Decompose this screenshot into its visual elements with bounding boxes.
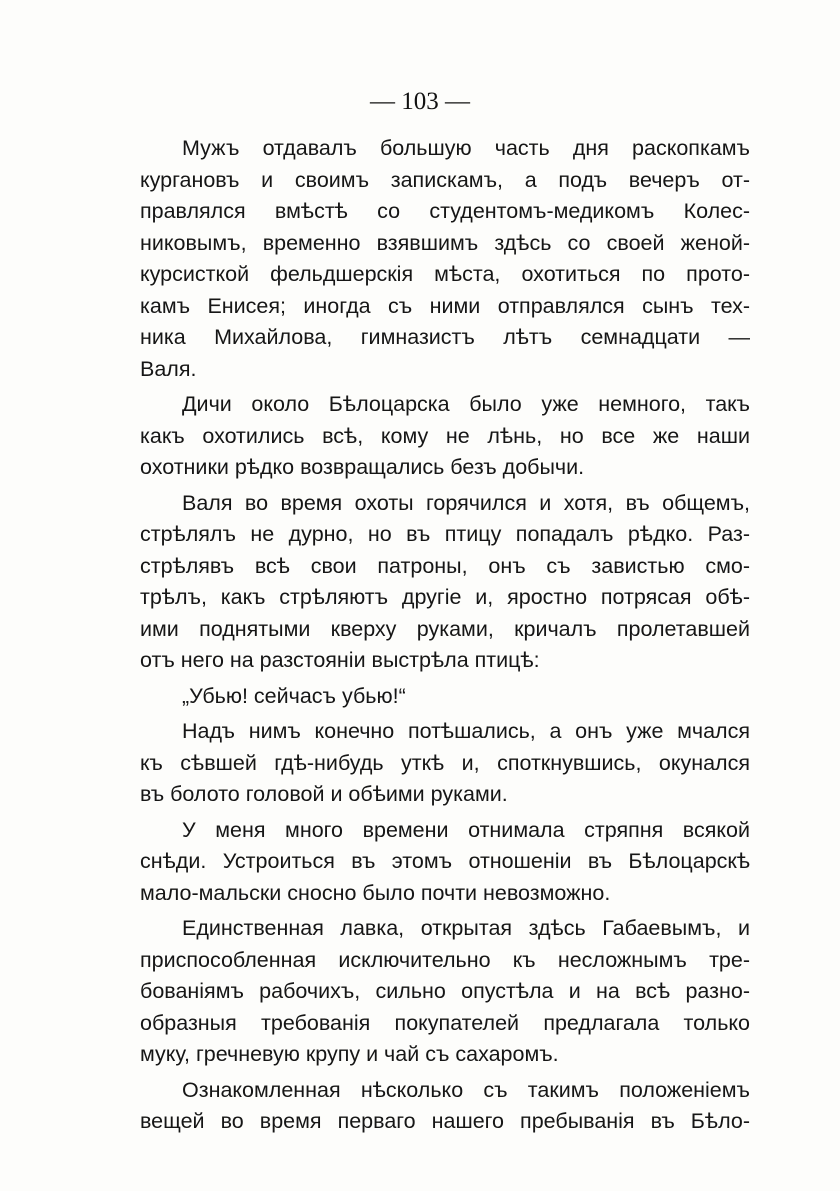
- text-line: курсисткой фельдшерскія мѣста, охотиться по прото-: [140, 262, 750, 286]
- text-line: мало-мальски сносно было почти невозможно.: [140, 880, 611, 905]
- paragraph: [140, 488, 750, 677]
- paragraph: [140, 133, 750, 385]
- text-line: муку, гречневую крупу и чай съ сахаромъ.: [140, 1042, 559, 1066]
- text-line: кургановъ и своимъ запискамъ, а подъ вечеръ от-: [140, 167, 750, 192]
- text-line: въ болото головой и обѣими руками.: [140, 782, 508, 806]
- paragraph: [140, 716, 750, 811]
- text-line: Валя.: [140, 356, 197, 381]
- text-line: вещей во время перваго нашего пребыванія въ Бѣло-: [140, 1109, 750, 1133]
- paragraph: [140, 913, 750, 1071]
- text-line: Валя во время охоты горячился и хотя, въ общемъ,: [182, 490, 750, 515]
- text-line: стрѣлялъ не дурно, но въ птицу попадалъ рѣдко. Раз-: [140, 522, 750, 546]
- text-line: образныя требованія покупателей предлагала только: [140, 1010, 750, 1035]
- text-line: охотники рѣдко возвращались безъ добычи.: [140, 455, 585, 479]
- text-line: какъ охотились всѣ, кому не лѣнь, но все же наши: [140, 423, 750, 448]
- text-line: Единственная лавка, открытая здѣсь Габаевымъ, и: [182, 916, 750, 940]
- text-line: У меня много времени отнимала стряпня всякой: [182, 817, 750, 842]
- paragraph: [140, 1075, 750, 1138]
- text-line: ника Михайлова, гимназистъ лѣтъ семнадцати —: [140, 325, 750, 349]
- text-line: отъ него на разстояніи выстрѣла птицѣ:: [140, 648, 540, 672]
- text-line: правлялся вмѣстѣ со студентомъ-медикомъ Колес-: [140, 199, 750, 223]
- text-line: къ сѣвшей гдѣ-нибудь уткѣ и, споткнувшись, окунался: [140, 750, 750, 775]
- text-line: Дичи около Бѣлоцарска было уже немного, такъ: [182, 392, 750, 416]
- text-line: Надъ нимъ конечно потѣшались, а онъ уже мчался: [182, 719, 750, 743]
- text-line: стрѣлявъ всѣ свои патроны, онъ съ завистью смо-: [140, 553, 750, 578]
- text-line: приспособленная исключительно къ несложнымъ тре-: [140, 947, 750, 972]
- paragraph: [140, 681, 750, 713]
- text-line: снѣди. Устроиться въ этомъ отношеніи въ Бѣлоцарскѣ: [140, 849, 750, 873]
- paragraph: [140, 389, 750, 484]
- text-line: „Убью! сейчасъ убью!“: [182, 683, 406, 708]
- text-line: трѣлъ, какъ стрѣляютъ другіе и, яростно потрясая обѣ-: [140, 585, 750, 609]
- text-line: камъ Енисея; иногда съ ними отправлялся сынъ тех-: [140, 293, 750, 318]
- text-line: бованіямъ рабочихъ, сильно опустѣла и на всѣ разно-: [140, 979, 750, 1003]
- page-number: — 103 —: [370, 88, 470, 115]
- text-line: никовымъ, временно взявшимъ здѣсь со своей женой-: [140, 230, 750, 255]
- paragraph: [140, 815, 750, 910]
- text-line: ими поднятыми кверху руками, кричалъ пролетавшей: [140, 616, 750, 641]
- text-line: Ознакомленная нѣсколько съ такимъ положеніемъ: [182, 1077, 750, 1102]
- text-line: Мужъ отдавалъ большую часть дня раскопкамъ: [182, 136, 750, 160]
- body-text: [140, 133, 750, 1138]
